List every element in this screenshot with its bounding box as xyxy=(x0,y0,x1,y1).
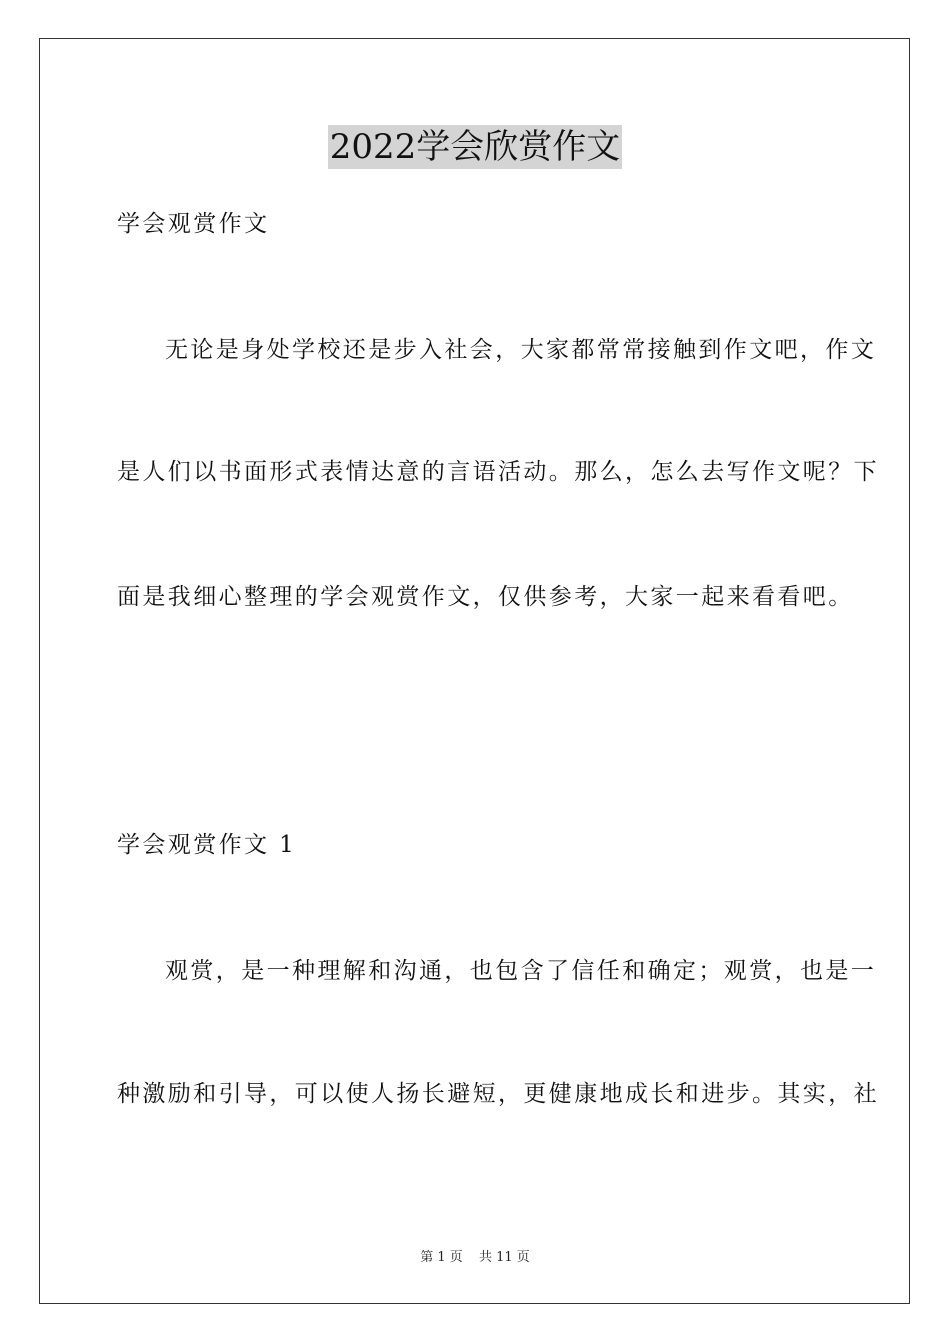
page-number: 第 1 页 xyxy=(420,1250,463,1265)
page-footer xyxy=(0,1246,950,1265)
page-total: 共 11 页 xyxy=(478,1250,530,1265)
paragraph-line: 是人们以书面形式表情达意的言语活动。那么，怎么去写作文呢？下 xyxy=(117,459,879,485)
paragraph-line: 种激励和引导，可以使人扬长避短，更健康地成长和进步。其实，社 xyxy=(117,1081,879,1107)
paragraph-line: 无论是身处学校还是步入社会，大家都常常接触到作文吧，作文 xyxy=(165,337,877,363)
paragraph-line: 面是我细心整理的学会观赏作文，仅供参考，大家一起来看看吧。 xyxy=(117,584,854,610)
document-title: 2022学会欣赏作文 xyxy=(329,127,621,167)
section-heading: 学会观赏作文 1 xyxy=(117,832,297,858)
subtitle: 学会观赏作文 xyxy=(117,211,270,237)
paragraph-line: 观赏，是一种理解和沟通，也包含了信任和确定；观赏，也是一 xyxy=(165,958,877,984)
title-container xyxy=(0,125,950,169)
